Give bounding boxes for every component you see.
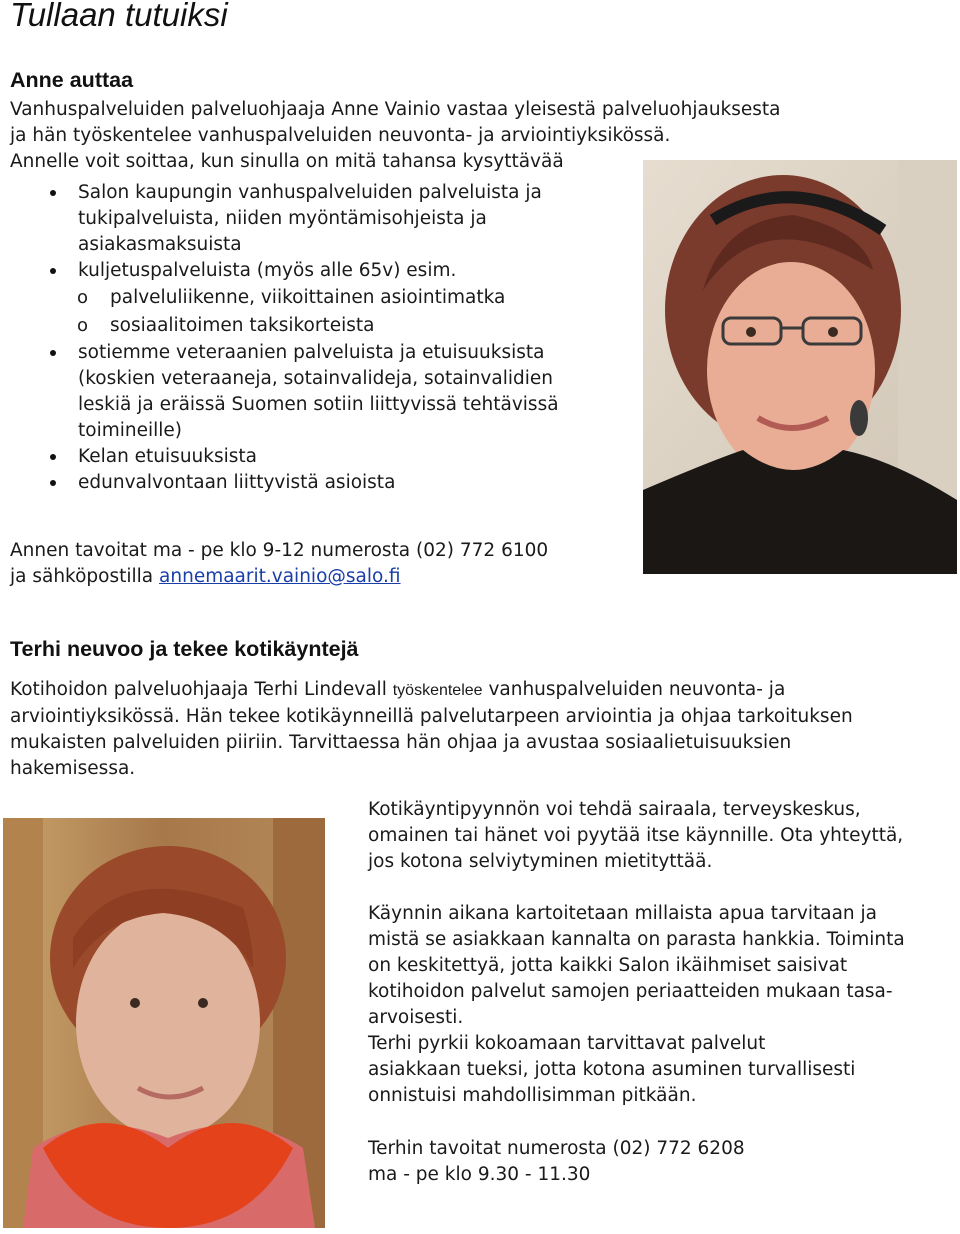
text-line: kotihoidon palvelut samojen periaatteiden mukaan tasa- — [368, 981, 893, 1002]
text-line: arvoisesti. — [368, 1007, 464, 1028]
text-line: Terhi pyrkii kokoamaan tarvittavat palvelut — [368, 1033, 766, 1054]
contact-hours: ma - pe klo 9.30 - 11.30 — [368, 1164, 591, 1185]
page-title: Tullaan tutuiksi — [10, 0, 228, 33]
terhi-para-visit — [368, 901, 905, 1109]
text-line: mistä se asiakkaan kannalta on parasta hankkia. Toiminta — [368, 929, 905, 950]
section-heading-anne: Anne auttaa — [10, 68, 134, 92]
anne-photo — [643, 160, 957, 574]
intro-text: Kotihoidon palveluohjaaja Terhi Lindevall — [10, 679, 393, 700]
intro-text-small: työskentelee — [392, 682, 483, 699]
intro-line: Annelle voit soittaa, kun sinulla on mitä tahansa kysyttävää — [10, 151, 564, 172]
list-item — [10, 340, 630, 444]
list-item-text: sotiemme veteraanien palveluista ja etuisuuksista — [78, 342, 545, 363]
intro-text: vanhuspalveluiden neuvonta- ja — [482, 679, 786, 700]
text-line: Kotikäyntipyynnön voi tehdä sairaala, terveyskeskus, — [368, 799, 861, 820]
list-item-text: leskiä ja eräissä Suomen sotiin liittyvissä tehtävissä — [78, 394, 559, 415]
text-line: Käynnin aikana kartoitetaan millaista apua tarvitaan ja — [368, 903, 877, 924]
terhi-intro — [10, 677, 853, 782]
email-label: ja sähköpostilla — [10, 566, 160, 587]
list-item-text: Kelan etuisuuksista — [78, 446, 257, 467]
intro-line: Vanhuspalveluiden palveluohjaaja Anne Vainio vastaa yleisestä palveluohjauksesta — [10, 99, 781, 120]
contact-hours: Annen tavoitat ma - pe klo 9-12 numerosta (02) 772 6100 — [10, 540, 549, 561]
intro-line: arviointiyksikössä. Hän tekee kotikäynneillä palvelutarpeen arviointia ja ohjaa tarkoituksen — [10, 706, 853, 727]
text-line: omainen tai hänet voi pyytää itse käynnille. Ota yhteyttä, — [368, 825, 904, 846]
terhi-para-request — [368, 797, 903, 875]
list-item-text: (koskien veteraaneja, sotainvalideja, sotainvalidien — [78, 368, 553, 389]
text-line: onnistuisi mahdollisimman pitkään. — [368, 1085, 697, 1106]
list-item-text: Salon kaupungin vanhuspalveluiden palveluista ja — [78, 182, 542, 203]
contact-phone: Terhin tavoitat numerosta (02) 772 6208 — [368, 1138, 745, 1159]
intro-line: ja hän työskentelee vanhuspalveluiden neuvonta- ja arviointiyksikössä. — [10, 125, 671, 146]
list-item — [10, 444, 630, 470]
sub-list-item: o sosiaalitoimen taksikorteista — [10, 312, 630, 340]
anne-topics-list — [10, 180, 630, 496]
sub-list-item: o palveluliikenne, viikoittainen asiointimatka — [10, 284, 630, 312]
intro-line: mukaisten palveluiden piiriin. Tarvittaessa hän ohjaa ja avustaa sosiaalietuisuuksien — [10, 732, 792, 753]
email-link[interactable]: annemaarit.vainio@salo.fi — [159, 566, 401, 587]
text-line: jos kotona selviytyminen mietityttää. — [368, 851, 713, 872]
list-item — [10, 258, 630, 284]
list-item — [10, 470, 630, 496]
list-item — [10, 180, 630, 258]
text-line: asiakkaan tueksi, jotta kotona asuminen turvallisesti — [368, 1059, 856, 1080]
list-item-text: tukipalveluista, niiden myöntämisohjeista ja — [78, 208, 487, 229]
list-item-text: kuljetuspalveluista (myös alle 65v) esim. — [78, 260, 457, 281]
intro-line — [10, 677, 853, 704]
list-item-text: edunvalvontaan liittyvistä asioista — [78, 472, 396, 493]
text-line: on keskitettyä, jotta kaikki Salon ikäihmiset saisivat — [368, 955, 848, 976]
section-heading-terhi: Terhi neuvoo ja tekee kotikäyntejä — [10, 637, 359, 661]
contact-email-line — [10, 564, 548, 590]
list-item-text: asiakasmaksuista — [78, 234, 242, 255]
list-item-text: toimineille) — [78, 420, 182, 441]
anne-contact — [10, 538, 548, 590]
terhi-photo — [3, 818, 325, 1228]
intro-line: hakemisessa. — [10, 758, 136, 779]
terhi-contact — [368, 1136, 745, 1188]
